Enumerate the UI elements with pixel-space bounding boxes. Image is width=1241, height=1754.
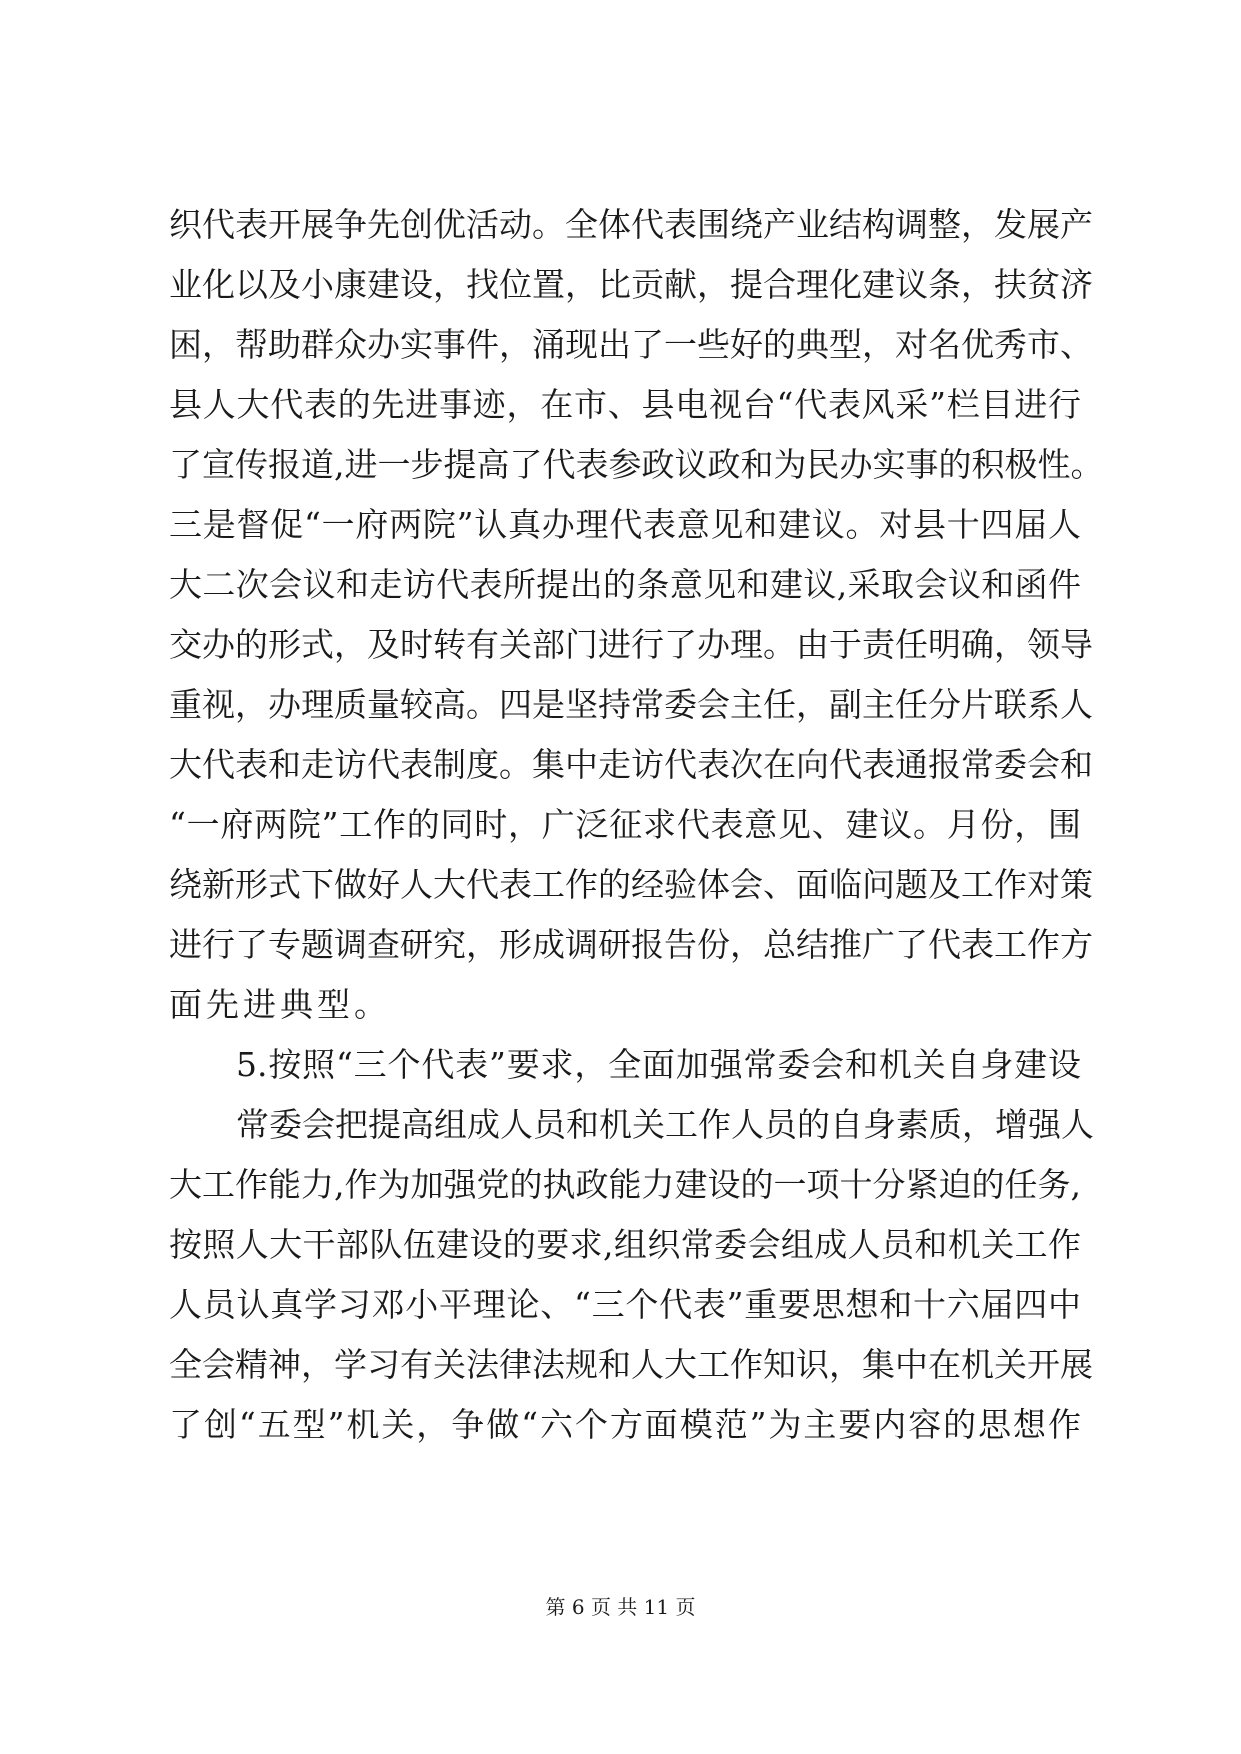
page-number: 第 6 页 共 11 页: [545, 1595, 696, 1619]
text-line: 织代表开展争先创优活动。全体代表围绕产业结构调整，发展产: [169, 205, 1093, 244]
text-line: 了宣传报道,进一步提高了代表参政议政和为民办实事的积极性。: [169, 445, 1104, 484]
section-heading: 5.按照“三个代表”要求，全面加强常委会和机关自身建设: [236, 1045, 1081, 1084]
text-line: 全会精神，学习有关法律法规和人大工作知识，集中在机关开展: [169, 1345, 1093, 1384]
text-line: 大代表和走访代表制度。集中走访代表次在向代表通报常委会和: [169, 745, 1093, 784]
text-line: 重视，办理质量较高。四是坚持常委会主任，副主任分片联系人: [169, 685, 1093, 724]
text-line: 县人大代表的先进事迹，在市、县电视台“代表风采”栏目进行: [169, 385, 1081, 424]
text-line: 大工作能力,作为加强党的执政能力建设的一项十分紧迫的任务,: [169, 1165, 1081, 1204]
text-line: “一府两院”工作的同时，广泛征求代表意见、建议。月份，围: [169, 805, 1081, 844]
text-line: 三是督促“一府两院”认真办理代表意见和建议。对县十四届人: [169, 505, 1081, 544]
text-line: 按照人大干部队伍建设的要求,组织常委会组成人员和机关工作: [169, 1225, 1081, 1264]
text-line: 进行了专题调查研究，形成调研报告份，总结推广了代表工作方: [169, 925, 1093, 964]
text-line: 业化以及小康建设，找位置，比贡献，提合理化建议条，扶贫济: [169, 265, 1093, 304]
text-line: 大二次会议和走访代表所提出的条意见和建议,采取会议和函件: [169, 565, 1081, 604]
text-line: 绕新形式下做好人大代表工作的经验体会、面临问题及工作对策: [169, 865, 1093, 904]
text-line: 面先进典型。: [169, 985, 391, 1024]
text-line: 困，帮助群众办实事件，涌现出了一些好的典型，对名优秀市、: [169, 325, 1093, 364]
text-line: 常委会把提高组成人员和机关工作人员的自身素质，增强人: [236, 1105, 1094, 1144]
text-line: 人员认真学习邓小平理论、“三个代表”重要思想和十六届四中: [169, 1285, 1081, 1324]
text-line: 交办的形式，及时转有关部门进行了办理。由于责任明确，领导: [169, 625, 1093, 664]
text-line: 了创“五型”机关，争做“六个方面模范”为主要内容的思想作: [169, 1405, 1081, 1444]
